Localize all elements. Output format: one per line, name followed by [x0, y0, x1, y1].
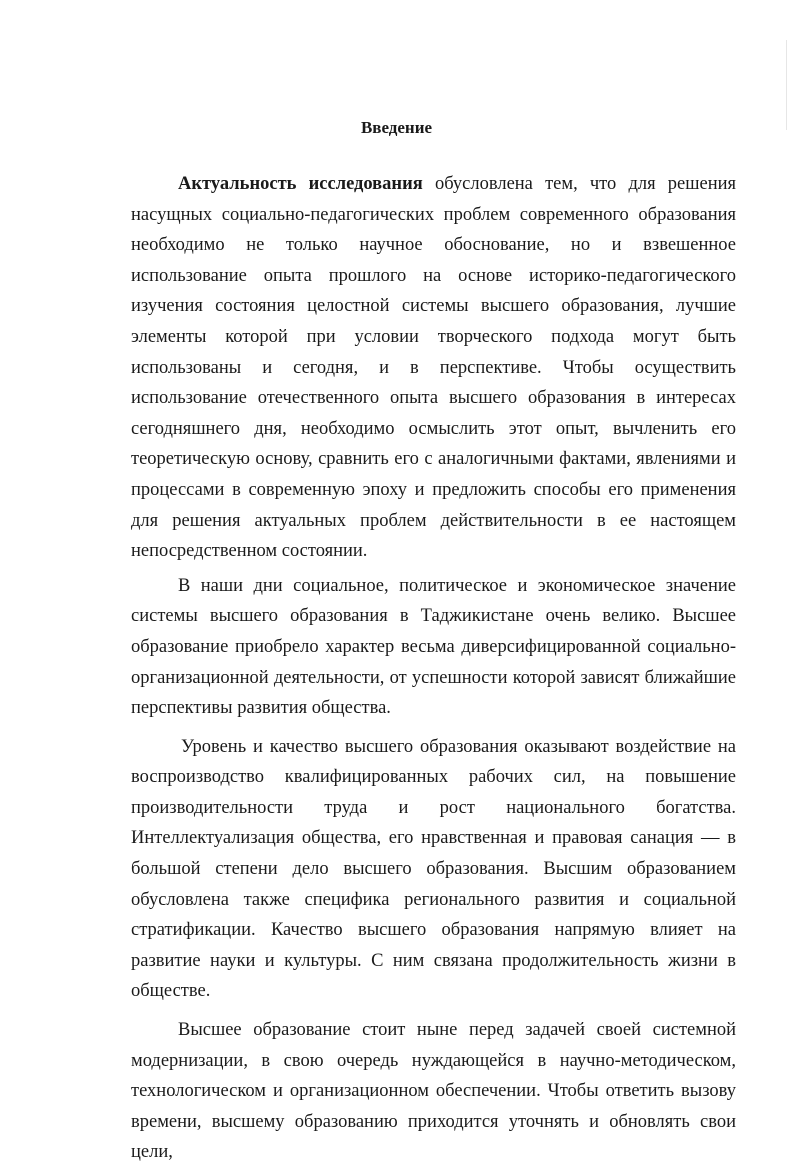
paragraph-relevance	[131, 169, 736, 567]
section-title: Введение	[360, 118, 433, 137]
paragraph-text: обусловлена тем, что для решения насущных социально-педагогических проблем современного образования необходимо не только научное обоснование, но и взвешенное использование опыта прошлого на основе историко-педагогического изучения состояния целостной системы высшего образования, лучшие элементы которой при условии творческого подхода могут быть использованы и сегодня, и в перспективе. Чтобы осуществить использование отечественного опыта высшего образования в интересах сегодняшнего дня, необходимо осмыслить этот опыт, вычленить его теоретическую основу, сравнить его с аналогичными фактами, явлениями и процессами в современную эпоху и предложить способы его применения для решения актуальных проблем действительности в ее настоящем непосредственном состоянии.	[131, 174, 737, 562]
paragraph-significance: В наши дни социальное, политическое и экономическое значение системы высшего образования в Таджикистане очень велико. Высшее образование приобрело характер весьма диверсифицированной социально-организационной деятельности, от успешности которой зависят ближайшие перспективы развития общества.	[131, 575, 736, 719]
paragraph-lead: Актуальность исследования	[178, 174, 423, 194]
scan-edge-mark	[786, 40, 787, 130]
paragraph-quality: Уровень и качество высшего образования оказывают воздействие на воспроизводство квалифицированных рабочих сил, на повышение производительности труда и рост национального богатства. Интеллектуализация общества, его нравственная и правовая санация — в большой степени дело высшего образования. Высшим образованием обусловлена также специфика регионального развития и социальной стратификации. Качество высшего образования напрямую влияет на развитие науки и культуры. С ним связана продолжительность жизни в обществе.	[131, 736, 736, 1002]
body-text	[131, 169, 736, 1168]
paragraph-modernization: Высшее образование стоит ныне перед задачей своей системной модернизации, в свою очередь нуждающейся в научно-методическом, технологическом и организационном обеспечении. Чтобы ответить вызову времени, высшему образованию приходится уточнять и обновлять свои цели,	[131, 1020, 736, 1163]
